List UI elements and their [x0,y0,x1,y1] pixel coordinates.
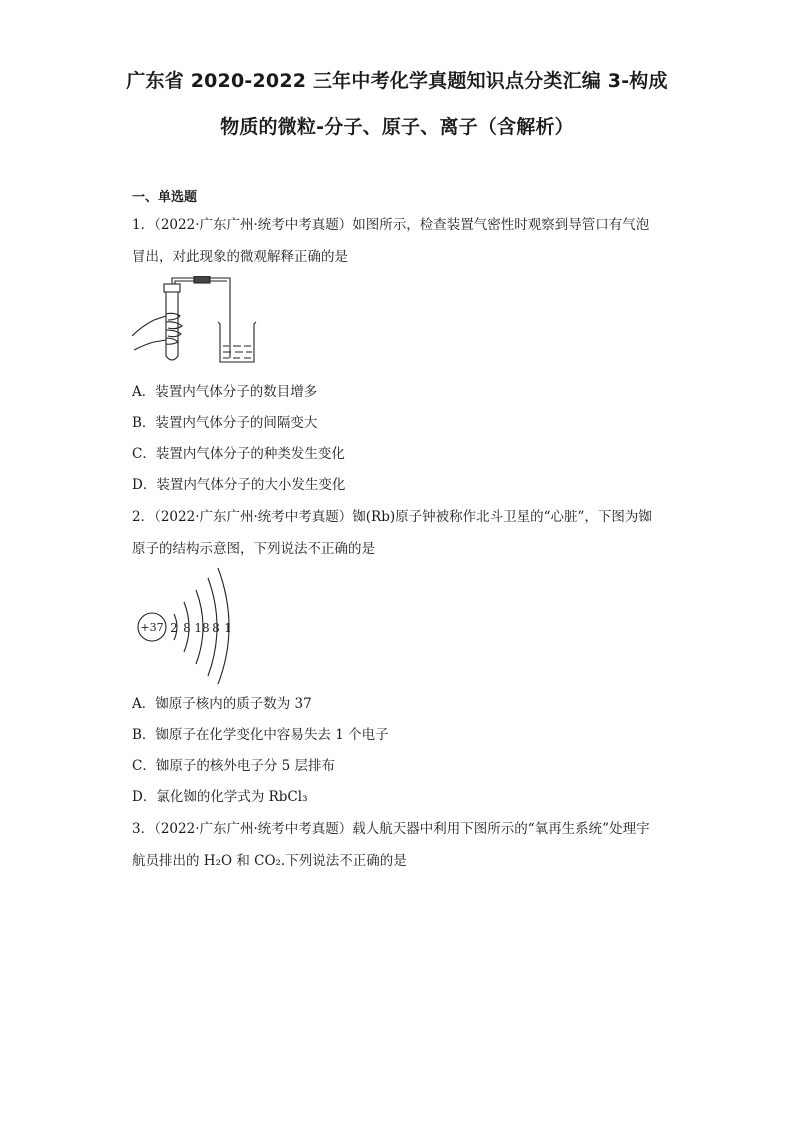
q2-stem-line1: 2．（2022·广东广州·统考中考真题）铷(Rb)原子钟被称作北斗卫星的“心脏”，下图为铷 [132,509,652,525]
shell-electrons-5: 1 [224,621,232,635]
q2-option-d: D．氯化铷的化学式为 RbCl₃ [132,789,308,805]
nucleus-charge: +37 [140,621,164,634]
section-heading: 一、单选题 [132,190,198,205]
q1-option-a: A．装置内气体分子的数目增多 [132,384,318,400]
shell-electrons-3: 18 [194,621,210,635]
q1-option-b: B．装置内气体分子的间隔变大 [132,415,318,431]
airtightness-apparatus-figure [132,276,262,368]
q1-option-d: D．装置内气体分子的大小发生变化 [132,477,346,493]
q2-option-a: A．铷原子核内的质子数为 37 [132,696,312,712]
q2-option-c: C．铷原子的核外电子分 5 层排布 [132,758,336,774]
q3-stem-line2: 航员排出的 H₂O 和 CO₂.下列说法不正确的是 [132,853,407,869]
q3-stem-line1: 3．（2022·广东广州·统考中考真题）载人航天器中利用下图所示的“氧再生系统”处理宇 [132,821,650,837]
rubidium-atom-structure-diagram [134,566,254,686]
q1-option-c: C．装置内气体分子的种类发生变化 [132,446,345,462]
shell-electrons-1: 2 [170,621,178,635]
q1-stem-line2: 冒出，对此现象的微观解释正确的是 [132,249,348,265]
shell-electrons-4: 8 [212,621,220,635]
q2-option-b: B．铷原子在化学变化中容易失去 1 个电子 [132,727,389,743]
document-title-line2: 物质的微粒-分子、原子、离子（含解析） [220,116,574,138]
document-title-line1: 广东省 2020-2022 三年中考化学真题知识点分类汇编 3-构成 [126,70,668,92]
q2-stem-line2: 原子的结构示意图，下列说法不正确的是 [132,541,375,557]
shell-electrons-2: 8 [183,621,191,635]
q1-stem-line1: 1．（2022·广东广州·统考中考真题）如图所示，检查装置气密性时观察到导管口有气泡 [132,217,650,233]
